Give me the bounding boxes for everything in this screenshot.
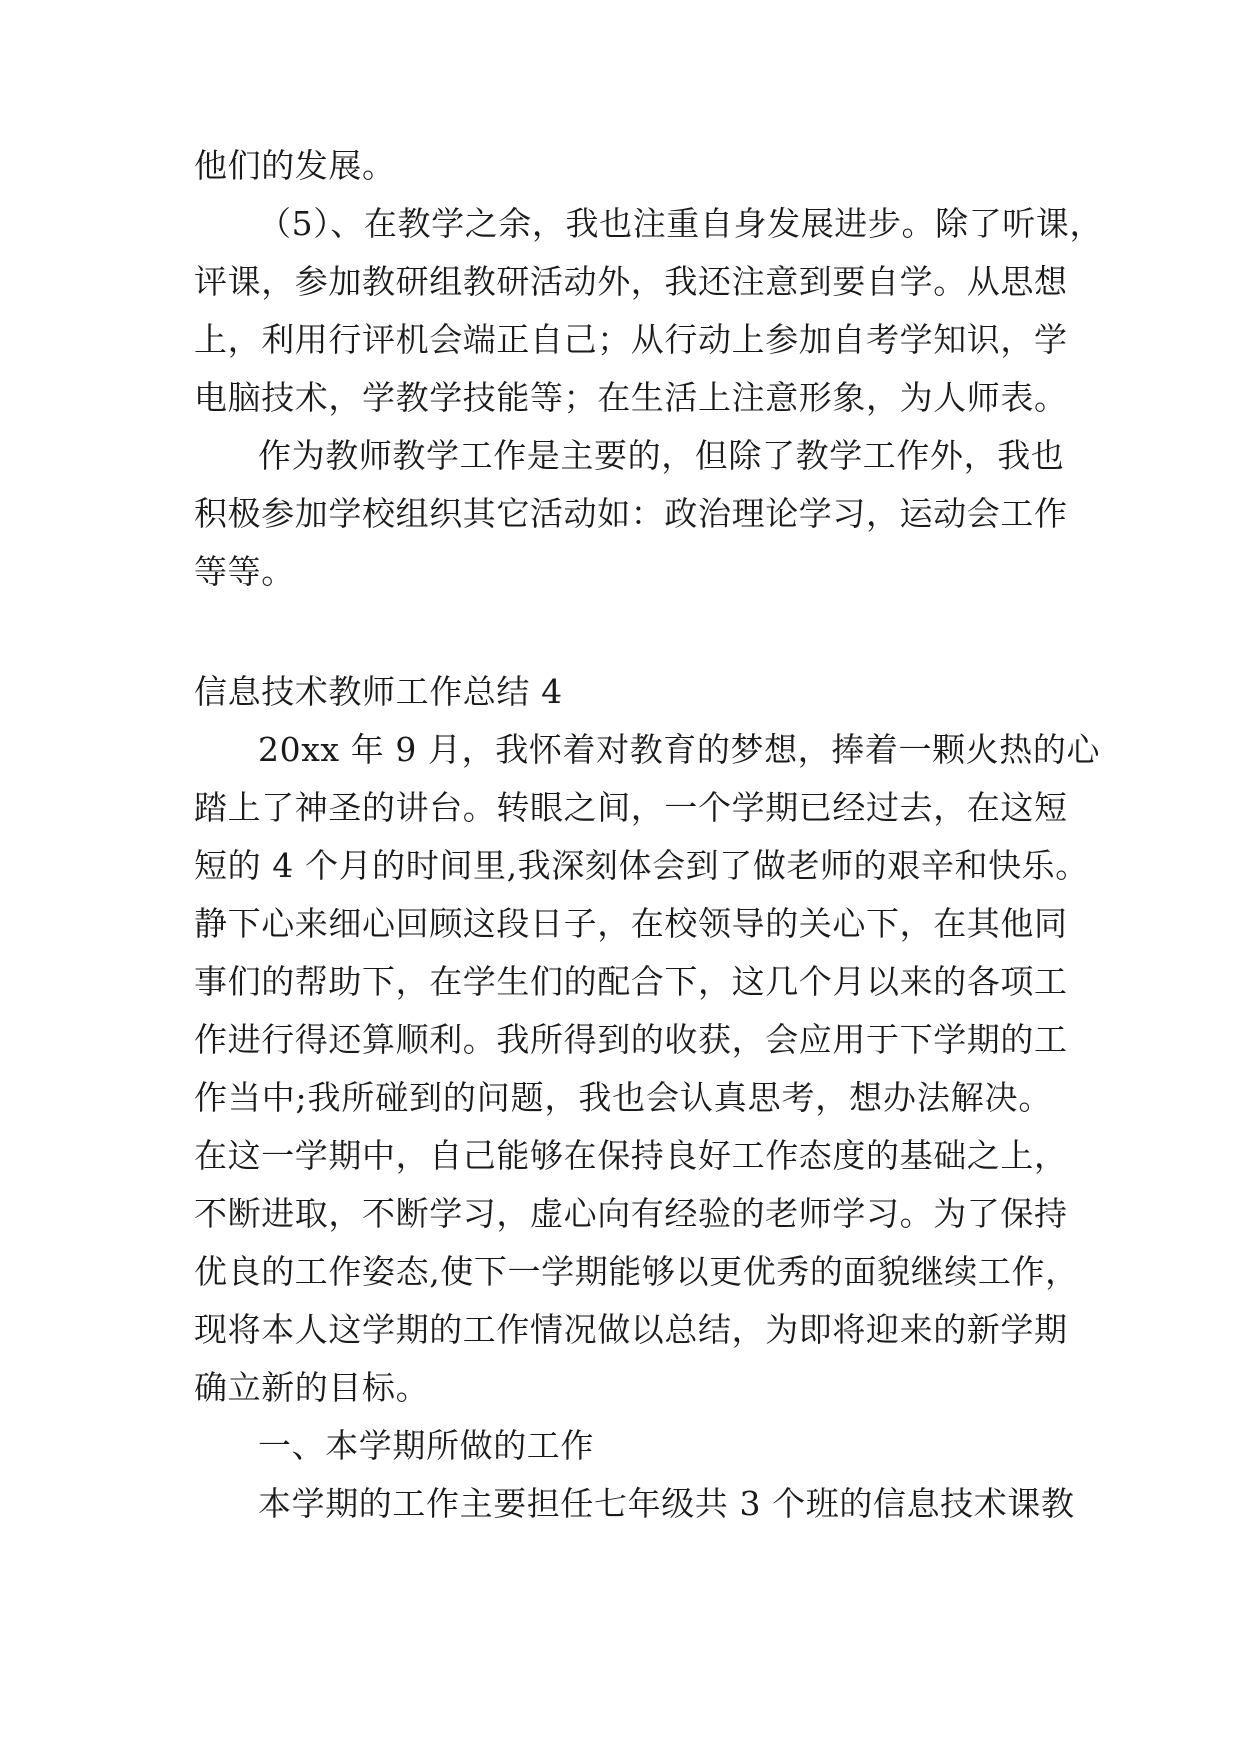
body-text-line: 作进行得还算顺利。我所得到的收获，会应用于下学期的工 — [194, 1020, 1068, 1059]
section-title: 信息技术教师工作总结 4 — [194, 672, 563, 711]
subsection-heading: 一、本学期所做的工作 — [258, 1426, 594, 1465]
body-text-line: 20xx 年 9 月，我怀着对教育的梦想，捧着一颗火热的心 — [258, 730, 1101, 769]
body-text-line: 踏上了神圣的讲台。转眼之间，一个学期已经过去，在这短 — [194, 788, 1068, 827]
body-text-line: 在这一学期中，自己能够在保持良好工作态度的基础之上， — [194, 1136, 1068, 1175]
body-text-line: （5）、在教学之余，我也注重自身发展进步。除了听课， — [258, 204, 1104, 243]
body-text-line: 评课，参加教研组教研活动外，我还注意到要自学。从思想 — [194, 262, 1068, 301]
body-text-line: 现将本人这学期的工作情况做以总结，为即将迎来的新学期 — [194, 1310, 1068, 1349]
body-text-line: 事们的帮助下，在学生们的配合下，这几个月以来的各项工 — [194, 962, 1068, 1001]
body-text-line: 本学期的工作主要担任七年级共 3 个班的信息技术课教 — [258, 1484, 1075, 1523]
body-text-line: 作当中;我所碰到的问题，我也会认真思考，想办法解决。 — [194, 1078, 1052, 1117]
body-text-line: 上，利用行评机会端正自己；从行动上参加自考学知识，学 — [194, 320, 1068, 359]
body-text-line: 不断进取，不断学习，虚心向有经验的老师学习。为了保持 — [194, 1194, 1068, 1233]
body-text-line: 短的 4 个月的时间里,我深刻体会到了做老师的艰辛和快乐。 — [194, 846, 1089, 885]
body-text-line: 电脑技术，学教学技能等；在生活上注意形象，为人师表。 — [194, 378, 1068, 417]
body-text-line: 静下心来细心回顾这段日子，在校领导的关心下，在其他同 — [194, 904, 1068, 943]
body-text-line: 积极参加学校组织其它活动如：政治理论学习，运动会工作 — [194, 494, 1068, 533]
body-text-line: 优良的工作姿态,使下一学期能够以更优秀的面貌继续工作， — [194, 1252, 1079, 1291]
body-text-line: 他们的发展。 — [194, 146, 396, 185]
body-text-line: 作为教师教学工作是主要的，但除了教学工作外，我也 — [258, 436, 1065, 475]
body-text-line: 等等。 — [194, 552, 295, 591]
body-text-line: 确立新的目标。 — [194, 1368, 430, 1407]
